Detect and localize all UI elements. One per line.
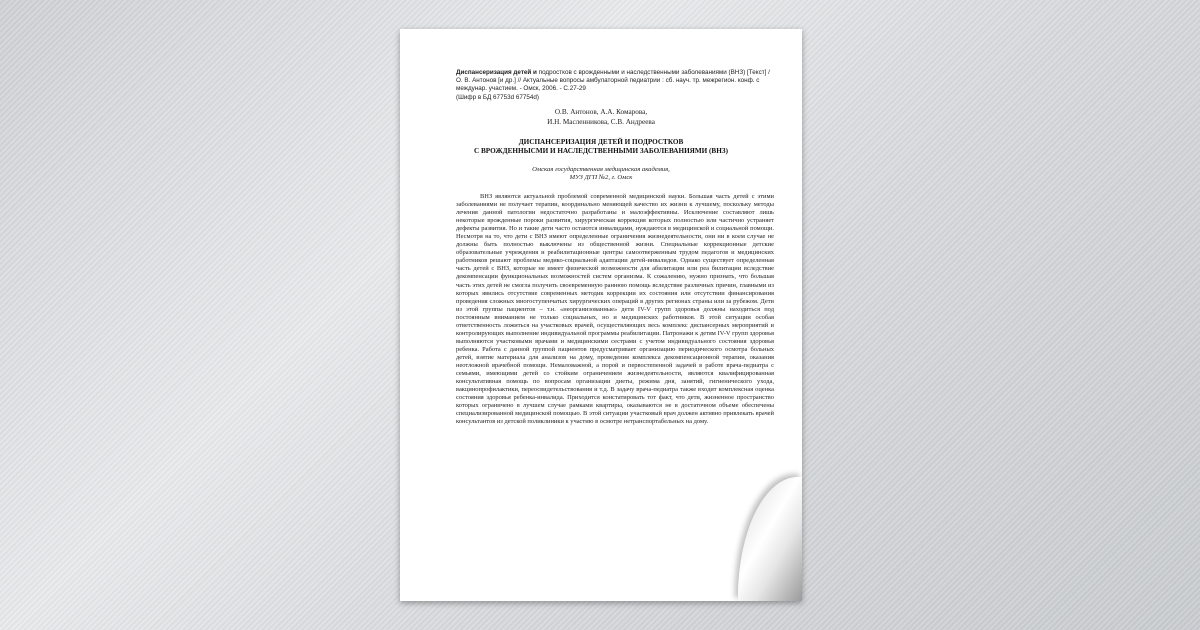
title-line-1: ДИСПАНСЕРИЗАЦИЯ ДЕТЕЙ И ПОДРОСТКОВ — [518, 138, 684, 146]
citation-details: подростков с врожденными и наследственными заболеваниями (ВНЗ) [Текст] / О. В. Антонов [и др.] // Актуальные вопросы амбулаторной педиатрии : сб. науч. тр. межрегион. конф. с междунар. участием. - Омск, 2006. - С.27-29 — [456, 69, 770, 93]
body-paragraph: ВНЗ являются актуальной проблемой современной медицинской науки. Большая часть детей с этими заболеваниями не получает терапии, координально меняющей качество их жизни к лучшему, поскольку методы лечения данной патологии недостаточно разработаны и малоэффективны. Исключение составляют лишь некоторые врожденные пороки развития, хирургическая коррекция которых полностью или частично устраняет дефекты развития. Но и такие дети часто остаются инвалидами, нуждаются в медицинской и социальной помощи. Несмотря на то, что дети с ВНЗ имеют определенные ограничения жизнедеятельности, они ни в коем случае не должны быть полностью выключены из общественной жизни. Специальные коррекционные детские образовательные учреждения и реабилитационные центры самоотверженным трудом педагогов и медицинских работников решают проблемы медико-социальной адаптации детей-инвалидов. Однако существует определенная часть детей с ВНЗ, которые не имеет физической возможности для абилитации или реа билитации вследствие декомпенсации функциональных возможностей систем организма. К сожалению, нужно признать, что большая часть этих детей не смогла получить своевременную раннюю помощь вследствие различных причин, главными из которых явились отсутствие современных методик коррекции их состояния или отсутствии финансирования проведения сложных многоступенчатых хирургических операций в других регионах страны или за рубежом. Дети из этой группы пациентов – т.н. «неорганизованные» дети IV-V групп здоровья должны находиться под постоянным вниманием не только социальных, но и медицинских работников. В этой ситуации особая ответственность ложиться на участковых врачей, осуществляющих весь комплекс диспансерных мероприятий и контролирующих выполнение индивидуальной программы реабилитации. Патронажи к детям IV-V групп здоровья выполняются участковыми врачами и медицинскими сестрами с учетом индивидуального состояния здоровья ребенка. Работа с данной группой пациентов предусматривает организацию периодического осмотра больных детей, взятие материала для анализов на дому, проведения комплекса декомпенсационной терапии, оказания неотложной врачебной помощи. Немаловажной, а порой и первостепенной задачей в работе врача-педиатра с семьями, имеющими детей со стойким ограничением жизнедеятельности, являются квалифицированная консультативная помощь по вопросам организации диеты, режима дня, занятий, гигиенического ухода, вакцинопрофилактики, переосвидетельствования и т.д. В задачу врача-педиатра также входит комплексная оценка состояния здоровья ребенка-инвалида. Приходится констатировать тот факт, что дети, жизненное пространство которых ограничено в лучшем случае рамками квартиры, оказываются не в достаточном объеме обеспечены специализированной медицинской помощью. В этой ситуации участковый врач должен активно привлекать врачей консультантов из детской поликлиники к участию в осмотре нетранспортабельных на дому. — [456, 193, 774, 426]
document-page — [400, 29, 802, 601]
authors-line-1: О.В. Антонов, А.А. Комарова, — [554, 108, 648, 116]
article-body — [456, 193, 774, 426]
authors-block — [400, 108, 802, 127]
affiliation-line-1: Омская государственная медицинская академия, — [532, 166, 670, 173]
bibliographic-citation — [456, 69, 776, 102]
affiliation-block — [400, 166, 802, 183]
affiliation-line-2: МУЗ ДГП №2, г. Омск — [569, 174, 633, 182]
authors-line-2: И.Н. Масленникова, С.В. Андреева — [547, 117, 655, 126]
citation-bold-title: Диспансеризация детей и — [456, 69, 537, 76]
citation-shelfmark: (Шифр в БД 67753d 67754d) — [456, 93, 539, 101]
article-title — [400, 138, 802, 157]
title-line-2: С ВРОЖДЕННЫСМИ И НАСЛЕДСТВЕННЫМИ ЗАБОЛЕВАНИЯМИ (ВНЗ) — [474, 147, 728, 156]
